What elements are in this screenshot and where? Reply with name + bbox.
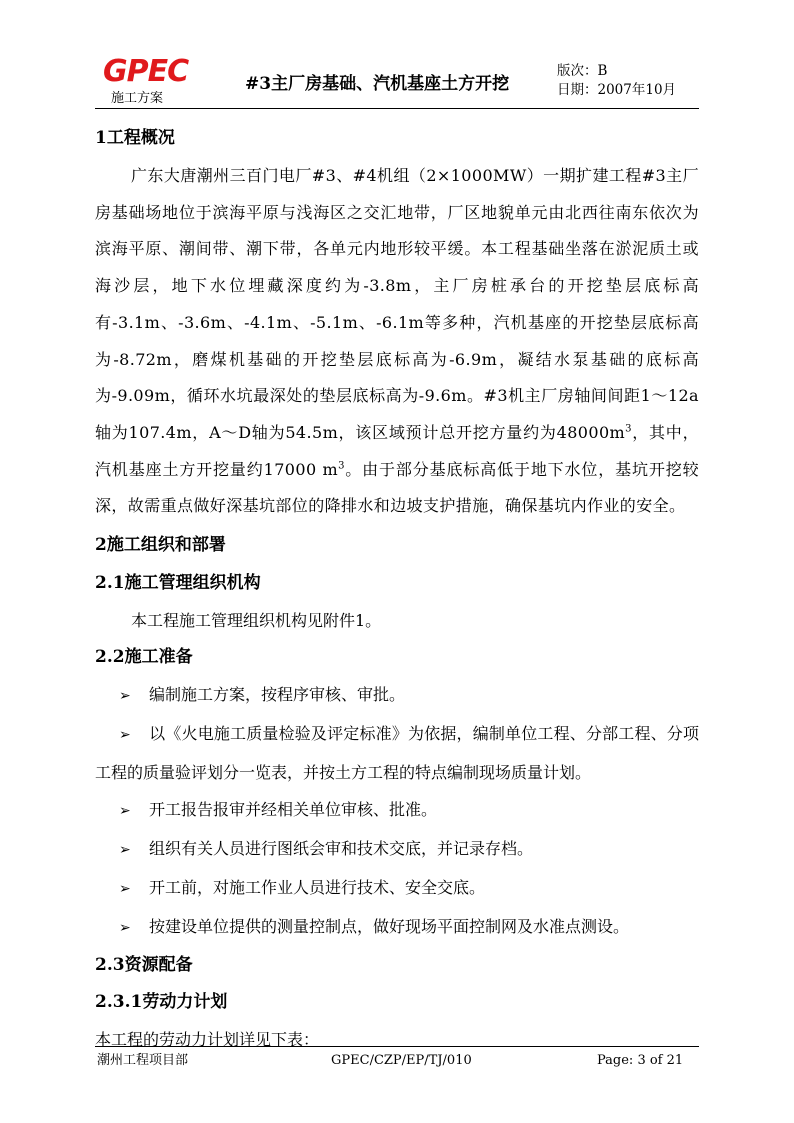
- version-label: 版次：B: [557, 63, 608, 79]
- para-text-end: 。由于部分基底标高低于地下水位，基坑开挖较深，故需重点做好深基坑部位的降排水和边坡支护措施，确保基坑内作业的安全。: [95, 459, 699, 516]
- para-text-mid: ，其中，汽机基座土方开挖量约17000 m: [95, 422, 699, 479]
- footer-department: 潮州工程项目部: [97, 1053, 189, 1068]
- logo-text: GPEC: [103, 54, 189, 89]
- footer-page-number: Page: 3 of 21: [597, 1053, 684, 1068]
- list-item: ➢ 编制施工方案，按程序审核、审批。: [95, 676, 699, 715]
- section-2-1-text: 本工程施工管理组织机构见附件1。: [131, 611, 382, 631]
- section-2-3-1-heading: 2.3.1劳动力计划: [95, 992, 228, 1013]
- para-text-start: 广东大唐潮州三百门电厂#3、#4机组（2×1000MW）一期扩建工程#3主厂房基础场地位于滨海平原与浅海区之交汇地带，厂区地貌单元由北西往南东依次为滨海平原、潮间带、潮下带，各单元内地形较平缓。本工程基础坐落在淤泥质土或海沙层，地下水位埋藏深度约为-3.8m，主厂房桩承台的开挖垫层底标高有-3.1m、-3.6m、-4.1m、-5.1m、-6.1m等多种，汽机基座的开挖垫层底标高为-8.72m，磨煤机基础的开挖垫层底标高为-6.9m，凝结水泵基础的底标高为-9.09m，循环水坑最深处的垫层底标高为-9.6m。#3机主厂房轴间间距1～12a轴为107.4m，A～D轴为54.5m，该区域预计总开挖方量约为48000m: [95, 166, 699, 442]
- bullet-arrow-icon: ➢: [119, 727, 131, 744]
- bullet-arrow-icon: ➢: [119, 881, 131, 898]
- list-item: ➢ 按建设单位提供的测量控制点，做好现场平面控制网及水准点测设。: [95, 908, 699, 947]
- list-item: ➢ 开工报告报审并经相关单位审核、批准。: [95, 791, 699, 830]
- footer-doc-code: GPEC/CZP/EP/TJ/010: [331, 1053, 472, 1068]
- gpec-logo: [103, 54, 189, 106]
- section-2-heading: 2施工组织和部署: [95, 535, 226, 556]
- document-title: #3主厂房基础、汽机基座土方开挖: [245, 74, 510, 94]
- section-2-1-heading: 2.1施工管理组织机构: [95, 573, 261, 594]
- bullet-arrow-icon: ➢: [119, 803, 131, 820]
- section-1-paragraph: [95, 158, 699, 525]
- section-2-3-1-text: 本工程的劳动力计划详见下表：: [95, 1030, 320, 1050]
- page-content: [95, 118, 699, 1058]
- footer-divider: [95, 1046, 699, 1047]
- logo-subtitle: 施工方案: [111, 91, 164, 106]
- header-divider: [95, 108, 699, 109]
- bullet-arrow-icon: ➢: [119, 920, 131, 937]
- document-meta: [557, 62, 676, 100]
- page-header: [95, 48, 699, 110]
- section-2-3-heading: 2.3资源配备: [95, 955, 193, 976]
- superscript-1: 3: [625, 423, 632, 435]
- bullet-arrow-icon: ➢: [119, 842, 131, 859]
- bullet-arrow-icon: ➢: [119, 688, 131, 705]
- superscript-2: 3: [338, 460, 345, 472]
- list-item: ➢ 组织有关人员进行图纸会审和技术交底，并记录存档。: [95, 830, 699, 869]
- section-2-2-heading: 2.2施工准备: [95, 647, 193, 668]
- date-label: 日期：2007年10月: [557, 82, 677, 98]
- list-item: ➢ 以《火电施工质量检验及评定标准》为依据，编制单位工程、分部工程、分项工程的质量验评划分一览表，并按土方工程的特点编制现场质量计划。: [95, 715, 699, 791]
- list-item: ➢ 开工前，对施工作业人员进行技术、安全交底。: [95, 869, 699, 908]
- section-1-heading: 1工程概况: [95, 128, 175, 148]
